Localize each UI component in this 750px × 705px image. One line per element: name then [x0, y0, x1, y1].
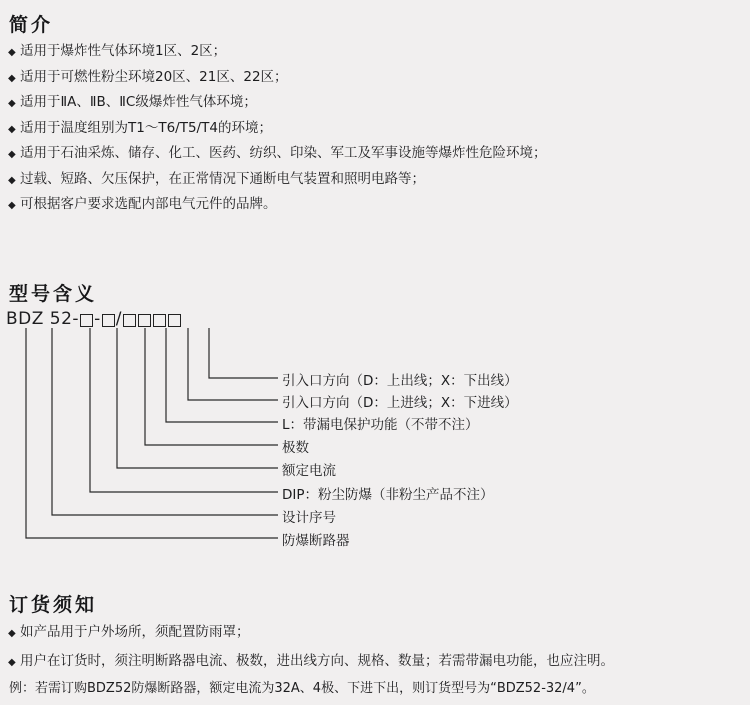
diamond-bullet-icon: ◆: [8, 656, 16, 668]
diamond-bullet-icon: ◆: [8, 200, 16, 211]
order-example-note: 例：若需订购BDZ52防爆断路器，额定电流为32A、4极、下进下出，则订货型号为“BDZ52-32/4”。: [9, 681, 595, 696]
diamond-bullet-icon: ◆: [8, 98, 16, 109]
order-list: [8, 620, 614, 674]
model-label: 防爆断路器: [282, 533, 350, 549]
diamond-bullet-icon: ◆: [8, 174, 16, 186]
diamond-bullet-icon: ◆: [8, 72, 16, 84]
list-item: ◆ 适用于可燃性粉尘环境20区、21区、22区；: [8, 65, 547, 91]
model-label: DIP：粉尘防爆（非粉尘产品不注）: [282, 487, 494, 503]
list-item: ◆ 适用于ⅡA、ⅡB、ⅡC级爆炸性气体环境；: [8, 90, 547, 116]
leader-line: [209, 328, 278, 378]
diamond-bullet-icon: ◆: [8, 123, 16, 135]
model-code-prefix: BDZ 52-: [6, 309, 80, 329]
leader-line: [188, 328, 278, 400]
list-item: ◆ 用户在订货时，须注明断路器电流、极数，进出线方向、规格、数量；若需带漏电功能，也应注明。: [8, 649, 614, 675]
model-label: 引入口方向（D：上进线；X：下进线）: [282, 395, 518, 411]
model-label: 引入口方向（D：上出线；X：下出线）: [282, 373, 518, 389]
model-title: 型号含义: [9, 283, 98, 305]
diamond-bullet-icon: ◆: [8, 47, 16, 58]
list-item: ◆ 适用于爆炸性气体环境1区、2区；: [8, 39, 547, 65]
list-item: ◆ 如产品用于户外场所，须配置防雨罩；: [8, 620, 614, 646]
code-separator: /: [115, 309, 122, 329]
code-separator: -: [94, 309, 101, 329]
model-label: 额定电流: [282, 463, 336, 479]
leader-line: [166, 328, 278, 422]
diamond-bullet-icon: ◆: [8, 149, 16, 160]
leader-line: [117, 328, 278, 468]
leader-line: [26, 328, 278, 538]
model-label: 设计序号: [282, 510, 336, 526]
order-title: 订货须知: [9, 594, 98, 616]
model-label: 极数: [282, 440, 309, 456]
diamond-bullet-icon: ◆: [8, 628, 16, 639]
leader-line: [145, 328, 278, 445]
list-item: ◆ 适用于温度组别为T1～T6/T5/T4的环境；: [8, 116, 547, 142]
model-label: L：带漏电保护功能（不带不注）: [282, 417, 479, 433]
list-item: ◆ 适用于石油采炼、储存、化工、医药、纺织、印染、军工及军事设施等爆炸性危险环境；: [8, 141, 547, 167]
intro-title: 简介: [9, 14, 54, 36]
list-item: ◆ 可根据客户要求选配内部电气元件的品牌。: [8, 192, 547, 218]
list-item: ◆ 过载、短路、欠压保护，在正常情况下通断电气装置和照明电路等；: [8, 167, 547, 193]
